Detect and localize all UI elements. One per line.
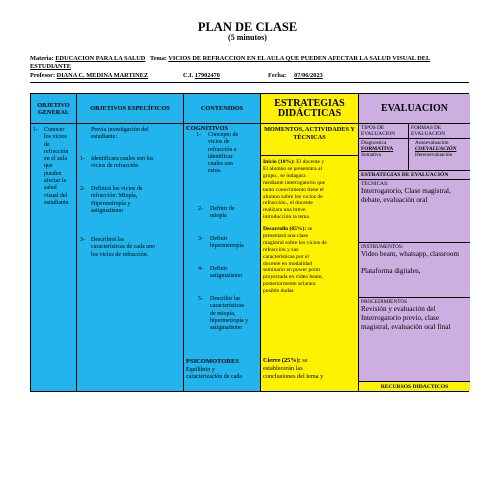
recursos-didacticos-label: RECURSOS DIDACTICOS bbox=[359, 382, 470, 391]
tecnicas-line: debate, evaluación oral bbox=[361, 196, 428, 204]
header-contenidos: CONTENIDOS bbox=[184, 94, 260, 124]
inicio-first-line bbox=[263, 159, 357, 166]
fecha-label: Fecha: bbox=[268, 72, 287, 79]
inicio-line: tanto conocimiento tiene el bbox=[263, 186, 324, 193]
procedimientos-line: Revisión y evaluación del bbox=[361, 305, 436, 313]
instrumentos-label: INSTRUMENTOS: bbox=[361, 244, 404, 250]
instrumentos-line: Video beam, whatsapp, classroom bbox=[361, 250, 459, 258]
contenido-line: astigmatismo bbox=[210, 325, 242, 332]
inicio-line: alumno sobre los vicios de bbox=[263, 193, 323, 200]
column-objetivo-general bbox=[31, 94, 77, 391]
header-estrategias: ESTRATEGIAS DIDÁCTICAS bbox=[261, 94, 358, 124]
page-title: PLAN DE CLASE bbox=[197, 20, 298, 34]
lesson-plan-table bbox=[30, 93, 469, 392]
psicomotores-text bbox=[186, 367, 242, 382]
info-divider bbox=[30, 82, 469, 83]
inicio-line: El alumno se presentara al bbox=[263, 165, 323, 172]
profesor-value: DIANA C. MEDINA MARTINEZ bbox=[56, 72, 149, 79]
info-line-materia bbox=[30, 55, 430, 63]
tipos-values bbox=[359, 139, 408, 159]
cierre-label: Cierre (25%): bbox=[263, 357, 301, 364]
contenido-line: vicios de bbox=[208, 139, 230, 146]
forma-value: COEVALUACIÓN bbox=[415, 146, 457, 152]
contenido-item-4 bbox=[210, 266, 242, 281]
plataforma-line: Plataforma digitales, bbox=[361, 267, 421, 275]
desarrollo-line: se bbox=[307, 226, 313, 232]
instrumentos-block bbox=[359, 243, 470, 298]
contenido-num-3: 3- bbox=[198, 236, 203, 242]
contenido-line: estos. bbox=[208, 168, 222, 175]
contenido-line: Concepto de bbox=[208, 132, 239, 138]
contenido-line: identificar bbox=[208, 153, 233, 160]
especifico-item-0 bbox=[91, 127, 149, 142]
procedimientos-label: PROCEDIMIENTOS bbox=[361, 299, 408, 305]
especifico-num-2: 2- bbox=[80, 186, 85, 192]
inicio-line: refracción., el docente bbox=[263, 200, 313, 207]
especifico-num-1: 1- bbox=[80, 156, 85, 162]
contenido-line: cuales son bbox=[208, 161, 233, 168]
page-subtitle: (5 minutos) bbox=[228, 33, 267, 42]
objetivo-line: pueden bbox=[44, 170, 62, 177]
forma-value: Autoevaluación bbox=[415, 140, 449, 146]
info-ci bbox=[183, 72, 220, 80]
procedimientos-block bbox=[359, 298, 470, 382]
header-objetivo-general: OBJETIVO GENERAL bbox=[31, 94, 76, 124]
info-line-tema-cont bbox=[30, 63, 71, 71]
contenido-line: Definir de bbox=[210, 206, 235, 212]
inicio-line: introducción la tema bbox=[263, 214, 309, 221]
objetivo-general-num: 1- bbox=[33, 127, 38, 133]
especifico-line: Describirá las bbox=[91, 237, 125, 243]
formas-cell bbox=[409, 124, 470, 170]
contenido-item-5 bbox=[210, 296, 248, 332]
especifico-line: vicios de refracción bbox=[91, 163, 139, 170]
desarrollo-line: características por el bbox=[263, 253, 309, 260]
procedimientos-line: magistral, evaluación oral final bbox=[361, 323, 451, 331]
inicio-line: El docente y bbox=[296, 159, 325, 165]
contenido-item-1 bbox=[208, 132, 238, 176]
info-fecha bbox=[268, 72, 323, 80]
especifico-line: Identificara cuales son los bbox=[91, 156, 154, 162]
objetivo-line: los vicios bbox=[44, 134, 67, 141]
objetivo-line: estudiante. bbox=[44, 199, 70, 206]
materia-label: Materia: bbox=[30, 55, 54, 62]
desarrollo-line: magistral sobre los vicios de bbox=[263, 239, 327, 246]
tecnicas-label: TÉCNICAS: bbox=[361, 181, 389, 187]
tipo-value: Sumativa bbox=[361, 152, 382, 158]
contenido-line: miopía bbox=[210, 213, 227, 220]
ci-value: 17902470 bbox=[194, 72, 220, 79]
contenido-num-5: 5- bbox=[198, 296, 203, 302]
formas-values bbox=[409, 139, 470, 159]
cierre-line: establecerán las bbox=[263, 365, 303, 372]
inicio-block bbox=[263, 159, 357, 221]
inicio-line: grupo., se indagara bbox=[263, 172, 306, 179]
materia-value: EDUCACION PARA LA SALUD bbox=[55, 55, 146, 62]
contenido-line: hipermetropía bbox=[210, 243, 244, 250]
desarrollo-line: seminario en power point bbox=[263, 267, 321, 274]
inicio-line: mediante interrogatorio que bbox=[263, 179, 326, 186]
desarrollo-first-line bbox=[263, 226, 357, 233]
especifico-item-2 bbox=[91, 186, 143, 215]
tecnicas-block bbox=[359, 180, 470, 243]
objetivo-line: de bbox=[44, 141, 50, 148]
contenido-line: refracción e bbox=[208, 146, 237, 153]
tipos-formas-block bbox=[359, 124, 470, 171]
especifico-item-1 bbox=[91, 156, 153, 171]
objetivo-line: que bbox=[44, 163, 53, 170]
objetivo-line: afectar la bbox=[44, 178, 67, 185]
contenido-line: Describir las bbox=[210, 296, 241, 302]
especifico-line: astigmatismo bbox=[91, 207, 123, 214]
column-estrategias bbox=[261, 94, 359, 391]
inicio-label: Inicio (10%): bbox=[263, 159, 295, 165]
desarrollo-line: refracción y sus bbox=[263, 246, 299, 253]
column-evaluacion bbox=[359, 94, 470, 391]
tema-value-cont: ESTUDIANTE bbox=[30, 63, 71, 70]
especifico-line: estudiante: bbox=[91, 134, 117, 141]
contenido-line: hipermetropía y bbox=[210, 317, 249, 324]
especifico-line: características de cada uno bbox=[91, 244, 156, 251]
column-objetivos-especificos bbox=[77, 94, 184, 391]
subheader-momentos: MOMENTOS, ACTIVIDADES Y TÉCNICAS bbox=[261, 124, 358, 156]
desarrollo-label: Desarrollo (65%): bbox=[263, 226, 307, 232]
header-objetivos-especificos: OBJETIVOS ESPECÍFICOS bbox=[77, 94, 183, 124]
cierre-first-line bbox=[263, 357, 357, 365]
especifico-line: Hipermetropía y bbox=[91, 200, 131, 207]
desarrollo-line: posteriormente aclarara bbox=[263, 281, 316, 288]
contenido-num-2: 2- bbox=[198, 206, 203, 212]
desarrollo-line: proyectada en video beam, bbox=[263, 274, 323, 281]
especifico-item-3 bbox=[91, 237, 155, 259]
objetivo-line: refracción bbox=[44, 148, 69, 155]
ci-label: C.I. bbox=[183, 72, 194, 79]
especifico-num-3: 3- bbox=[80, 237, 85, 243]
contenido-line: astigmatismo bbox=[210, 273, 242, 280]
especifico-line: Previa investigación del bbox=[91, 127, 149, 133]
desarrollo-line: posible dudas bbox=[263, 288, 294, 295]
cognitivos-label: COGNITIVOS bbox=[186, 125, 229, 132]
tipos-cell bbox=[359, 124, 409, 170]
contenido-line: Definir bbox=[210, 236, 228, 242]
header-evaluacion: EVALUACION bbox=[359, 94, 470, 124]
especifico-line: los vicios de refracción. bbox=[91, 251, 149, 258]
tipos-label: TIPOS DE EVALUACION bbox=[359, 124, 408, 139]
psicomotores-label: PSICOMOTORES bbox=[186, 358, 239, 365]
tecnicas-line: Interrogatorio, Clase magistral, bbox=[361, 187, 451, 195]
contenido-line: características bbox=[210, 303, 244, 310]
especifico-line: refracción: Miopía, bbox=[91, 193, 138, 200]
info-line-profesor bbox=[30, 72, 148, 80]
cierre-line: conclusiones del tema y bbox=[263, 373, 324, 380]
objetivo-general-text bbox=[44, 127, 76, 207]
contenido-line: de miopía, bbox=[210, 310, 236, 317]
objetivo-line: salud bbox=[44, 185, 57, 192]
desarrollo-block bbox=[263, 226, 357, 295]
contenido-item-3 bbox=[210, 236, 244, 251]
especifico-line: Definirá los vicios de bbox=[91, 186, 143, 192]
inicio-line: realizara una breve bbox=[263, 207, 306, 214]
objetivo-line: Conocer bbox=[44, 127, 65, 133]
estrategias-evaluacion-label: ESTRATEGIAS DE EVALUACIÓN bbox=[359, 171, 470, 180]
cierre-block bbox=[263, 357, 357, 381]
contenido-item-2 bbox=[210, 206, 235, 221]
desarrollo-line: docente en modalidad bbox=[263, 260, 313, 267]
procedimientos-line: Interrogatorio previo, clase bbox=[361, 314, 440, 322]
profesor-label: Profesor: bbox=[30, 72, 56, 79]
column-contenidos bbox=[184, 94, 261, 391]
tipo-value: Diagnostica bbox=[361, 140, 387, 146]
objetivo-line: en el aula bbox=[44, 156, 67, 163]
objetivo-line: visual del bbox=[44, 192, 68, 199]
contenido-num-1: 1- bbox=[196, 132, 201, 138]
tema-label: Tema: bbox=[149, 55, 167, 62]
contenido-num-4: 4- bbox=[198, 266, 203, 272]
desarrollo-line: presentará una clase bbox=[263, 232, 309, 239]
psicomotores-line: Equilibrio y bbox=[186, 367, 215, 373]
forma-value: Heteroevaluación bbox=[415, 152, 453, 158]
contenido-line: Definir bbox=[210, 266, 228, 272]
tema-value: VICIOS DE REFRACCION EN EL AULA QUE PUEDEN AFECTAR LA SALUD VISUAL DEL bbox=[168, 55, 431, 62]
formas-label: FORMAS DE EVALUACION bbox=[409, 124, 470, 139]
cierre-line: se bbox=[302, 357, 308, 364]
psicomotores-line: caracterización de cada bbox=[186, 374, 242, 381]
tipo-value: FORMATIVA bbox=[361, 146, 394, 152]
fecha-value: 07/06/2023 bbox=[294, 72, 323, 79]
